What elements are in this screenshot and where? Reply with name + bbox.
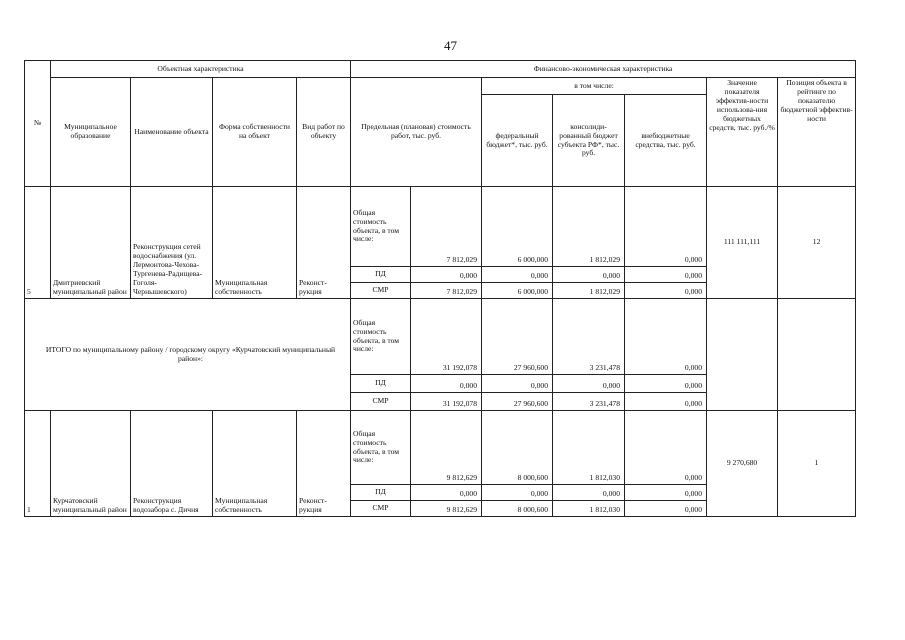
header-num: № (25, 61, 51, 187)
itogo-position-empty (778, 299, 856, 411)
header-ownership: Форма собственности на объект (213, 78, 297, 187)
header-row-1 (25, 61, 856, 78)
row-position: 1 (778, 411, 856, 517)
total-consolidated: 1 812,029 (553, 187, 625, 267)
row-object-name: Реконструкция сетей водоснабжения (ул. Лермонтова-Чехова-Тургенева-Радищева-Гоголя-Чернышевского) (131, 187, 213, 299)
itogo-pd: 0,000 (411, 375, 482, 393)
itogo-pd-extrabudget: 0,000 (625, 375, 707, 393)
header-position: Позиция объекта в рейтинге по показателю бюджетной эффектив-ности (778, 78, 856, 187)
pd-consolidated: 0,000 (553, 485, 625, 501)
smr-label: СМР (351, 501, 411, 517)
itogo-total: 31 192,078 (411, 299, 482, 375)
header-object-group: Объектная характеристика (51, 61, 351, 78)
smr-extrabudget: 0,000 (625, 283, 707, 299)
smr-consolidated: 1 812,030 (553, 501, 625, 517)
pd-label: ПД (351, 267, 411, 283)
itogo-smr-federal: 27 960,600 (482, 393, 553, 411)
header-consolidated: консолиди-рованный бюджет субъекта РФ*, тыс. руб. (553, 95, 625, 187)
table-row (25, 187, 856, 267)
pd-label: ПД (351, 485, 411, 501)
itogo-smr: 31 192,078 (411, 393, 482, 411)
budget-table (24, 60, 856, 517)
page-number: 47 (444, 38, 457, 53)
row-efficiency: 111 111,111 (707, 187, 778, 299)
smr-consolidated: 1 812,029 (553, 283, 625, 299)
total-label: Общая стоимость объекта, в том числе: (351, 187, 411, 267)
header-extrabudget: внебюджетные средства, тыс. руб. (625, 95, 707, 187)
total-value: 7 812,029 (411, 187, 482, 267)
row-number: 5 (25, 187, 51, 299)
itogo-smr-consolidated: 3 231,478 (553, 393, 625, 411)
pd-extrabudget: 0,000 (625, 485, 707, 501)
pd-value: 0,000 (411, 267, 482, 283)
smr-extrabudget: 0,000 (625, 501, 707, 517)
smr-federal: 8 000,600 (482, 501, 553, 517)
total-federal: 8 000,600 (482, 411, 553, 485)
header-finance-group: Финансово-экономическая характеристика (351, 61, 856, 78)
itogo-smr-label: СМР (351, 393, 411, 411)
smr-label: СМР (351, 283, 411, 299)
total-extrabudget: 0,000 (625, 411, 707, 485)
total-consolidated: 1 812,030 (553, 411, 625, 485)
header-including: в том числе: (482, 78, 707, 95)
itogo-smr-extrabudget: 0,000 (625, 393, 707, 411)
row-municipality: Курчатовский муниципальный район (51, 411, 131, 517)
row-object-name: Реконструкция водозабора с. Дичня (131, 411, 213, 517)
row-municipality: Дмитриевский муниципальный район (51, 187, 131, 299)
total-label: Общая стоимость объекта, в том числе: (351, 411, 411, 485)
row-ownership: Муниципальная собственность (213, 411, 297, 517)
header-federal: федеральный бюджет*, тыс. руб. (482, 95, 553, 187)
itogo-total-extrabudget: 0,000 (625, 299, 707, 375)
smr-value: 9 812,629 (411, 501, 482, 517)
smr-value: 7 812,029 (411, 283, 482, 299)
table-row (25, 411, 856, 485)
itogo-label: ИТОГО по муниципальному району / городскому округу «Курчатовский муниципальный район»: (25, 299, 351, 411)
itogo-pd-consolidated: 0,000 (553, 375, 625, 393)
row-number: 1 (25, 411, 51, 517)
total-value: 9 812,629 (411, 411, 482, 485)
row-work-type: Реконст-рукция (297, 187, 351, 299)
itogo-pd-label: ПД (351, 375, 411, 393)
pd-federal: 0,000 (482, 267, 553, 283)
pd-consolidated: 0,000 (553, 267, 625, 283)
itogo-total-label: Общая стоимость объекта, в том числе: (351, 299, 411, 375)
header-row-2 (25, 78, 856, 95)
itogo-total-consolidated: 3 231,478 (553, 299, 625, 375)
row-efficiency: 9 270,680 (707, 411, 778, 517)
itogo-efficiency-empty (707, 299, 778, 411)
total-extrabudget: 0,000 (625, 187, 707, 267)
smr-federal: 6 000,000 (482, 283, 553, 299)
row-work-type: Реконст-рукция (297, 411, 351, 517)
itogo-row (25, 299, 856, 375)
itogo-pd-federal: 0,000 (482, 375, 553, 393)
row-ownership: Муниципальная собственность (213, 187, 297, 299)
header-municipality: Муниципальное образование (51, 78, 131, 187)
total-federal: 6 000,000 (482, 187, 553, 267)
itogo-total-federal: 27 960,600 (482, 299, 553, 375)
header-object-name: Наименование объекта (131, 78, 213, 187)
pd-value: 0,000 (411, 485, 482, 501)
header-work-type: Вид работ по объекту (297, 78, 351, 187)
row-position: 12 (778, 187, 856, 299)
header-max-cost: Предельная (плановая) стоимость работ, тыс. руб. (351, 78, 482, 187)
header-efficiency: Значение показателя эффектив-ности использова-ния бюджетных средств, тыс. руб./% (707, 78, 778, 187)
pd-extrabudget: 0,000 (625, 267, 707, 283)
pd-federal: 0,000 (482, 485, 553, 501)
